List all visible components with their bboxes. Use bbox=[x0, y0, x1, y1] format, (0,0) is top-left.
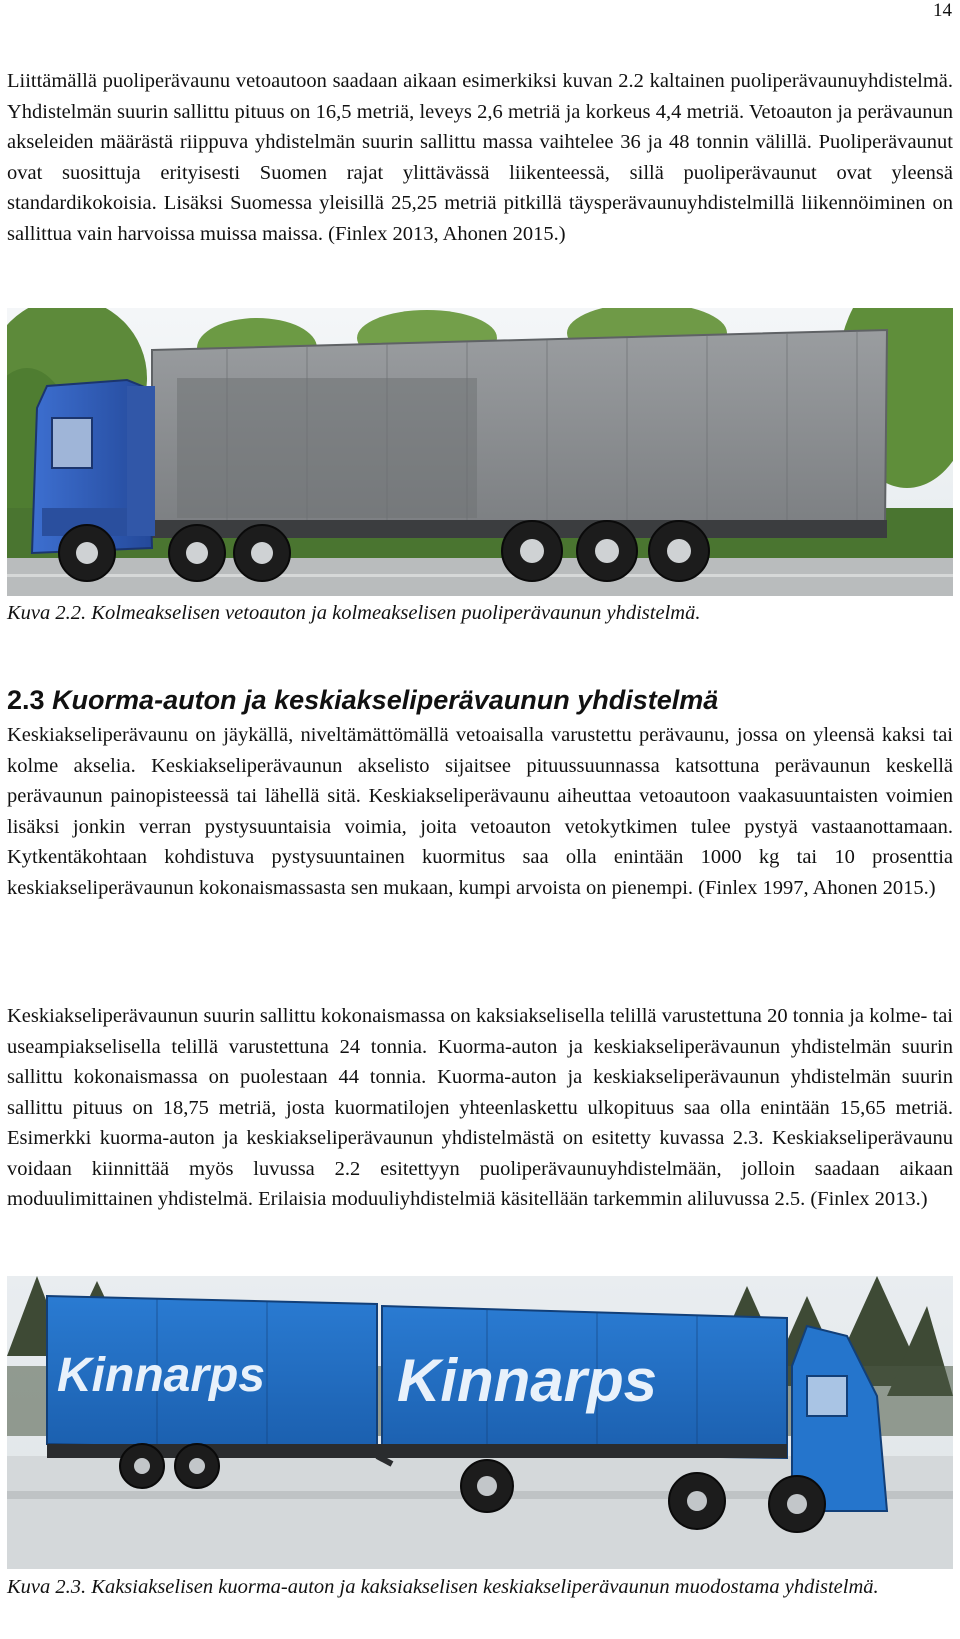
paragraph-semitrailer-intro bbox=[7, 66, 953, 249]
paragraph-text: Liittämällä puoliperävaunu vetoautoon saadaan aikaan esimerkiksi kuvan 2.2 kaltainen puoliperävaunuyhdistelmä. Yhdistelmän suurin sallittu pituus on 16,5 metriä, leveys 2,6 metriä ja korkeus 4,4 metriä. Vetoauton ja perävaunun akseleiden määrästä riippuva yhdistelmän suurin sallittu massa vaihtelee 36 ja 48 tonnin välillä. Puoliperävaunut ovat suosittuja erityisesti Suomen rajat ylittävässä liikenteessä, sillä puoliperävaunut ovat yleensä standardikokoisia. Lisäksi Suomessa yleisillä 25,25 metriä pitkillä täysperävaunuyhdistelmillä liikennöiminen on sallittua vain harvoissa muissa maissa. (Finlex 2013, Ahonen 2015.) bbox=[7, 70, 953, 245]
trailer-logo-text: Kinnarps bbox=[57, 1349, 266, 1402]
figure-kinnarps-truck-photo bbox=[7, 1276, 953, 1569]
paragraph-center-axle-trailer bbox=[7, 720, 953, 903]
page-number: 14 bbox=[933, 0, 952, 21]
paragraph-text: Keskiakseliperävaunu on jäykällä, niveltämättömällä vetoaisalla varustettu perävaunu, jossa on yleensä kaksi tai kolme akselia. Keskiakseliperävaunun akselisto sijaitsee pituussuunnassa katsottuna perävaunun keskellä perävaunun painopisteessä tai lähellä sitä. Keskiakseliperävaunu aiheuttaa vetoautoon vaakasuuntaisten voimien lisäksi jonkin verran pystysuuntaisia voimia, joita vetoauton vetokytkimen tulee pystyä vastaanottamaan. Kytkentäkohtaan kohdistuva pystysuuntainen kuormitus saa olla enintään 1000 kg tai 10 prosenttia keskiakseliperävaunun kokonaismassasta sen mukaan, kumpi arvoista on pienempi. (Finlex 1997, Ahonen 2015.) bbox=[7, 724, 953, 899]
paragraph-center-axle-limits bbox=[7, 1001, 953, 1215]
figure-caption-2-2: Kuva 2.2. Kolmeakselisen vetoauton ja kolmeakselisen puoliperävaunun yhdistelmä. bbox=[7, 602, 701, 624]
figure-semitrailer-photo bbox=[7, 308, 953, 596]
section-heading bbox=[7, 684, 718, 716]
truck-logo-text: Kinnarps bbox=[397, 1347, 658, 1414]
paragraph-text: Keskiakseliperävaunun suurin sallittu kokonaismassa on kaksiakselisella telillä varustettuna 20 tonnia ja kolme- tai useampiakselisella telillä varustettuna 24 tonnia. Kuorma-auton ja keskiakseliperävaunun yhdistelmän suurin sallittu kokonaismassa on puolestaan 44 tonnia. Kuorma-auton ja keskiakseliperävaunun yhdistelmän suurin sallittu pituus on 18,75 metriä, josta kuormatilojen yhteenlaskettu ulkopituus saa olla enintään 15,65 metriä. Esimerkki kuorma-auton ja keskiakseliperävaunun yhdistelmästä on esitetty kuvassa 2.3. Keskiakseliperävaunu voidaan kiinnittää myös luvussa 2.2 esitettyyn puoliperävaunuyhdistelmään, jolloin saadaan aikaan moduulimittainen yhdistelmä. Erilaisia moduuliyhdistelmiä käsitellään tarkemmin aliluvussa 2.5. (Finlex 2013.) bbox=[7, 1005, 953, 1210]
section-number: 2.3 bbox=[7, 685, 45, 715]
section-title: Kuorma-auton ja keskiakseliperävaunun yhdistelmä bbox=[52, 685, 719, 715]
figure-caption-2-3: Kuva 2.3. Kaksiakselisen kuorma-auton ja kaksiakselisen keskiakseliperävaunun muodostama yhdistelmä. bbox=[7, 1576, 879, 1598]
